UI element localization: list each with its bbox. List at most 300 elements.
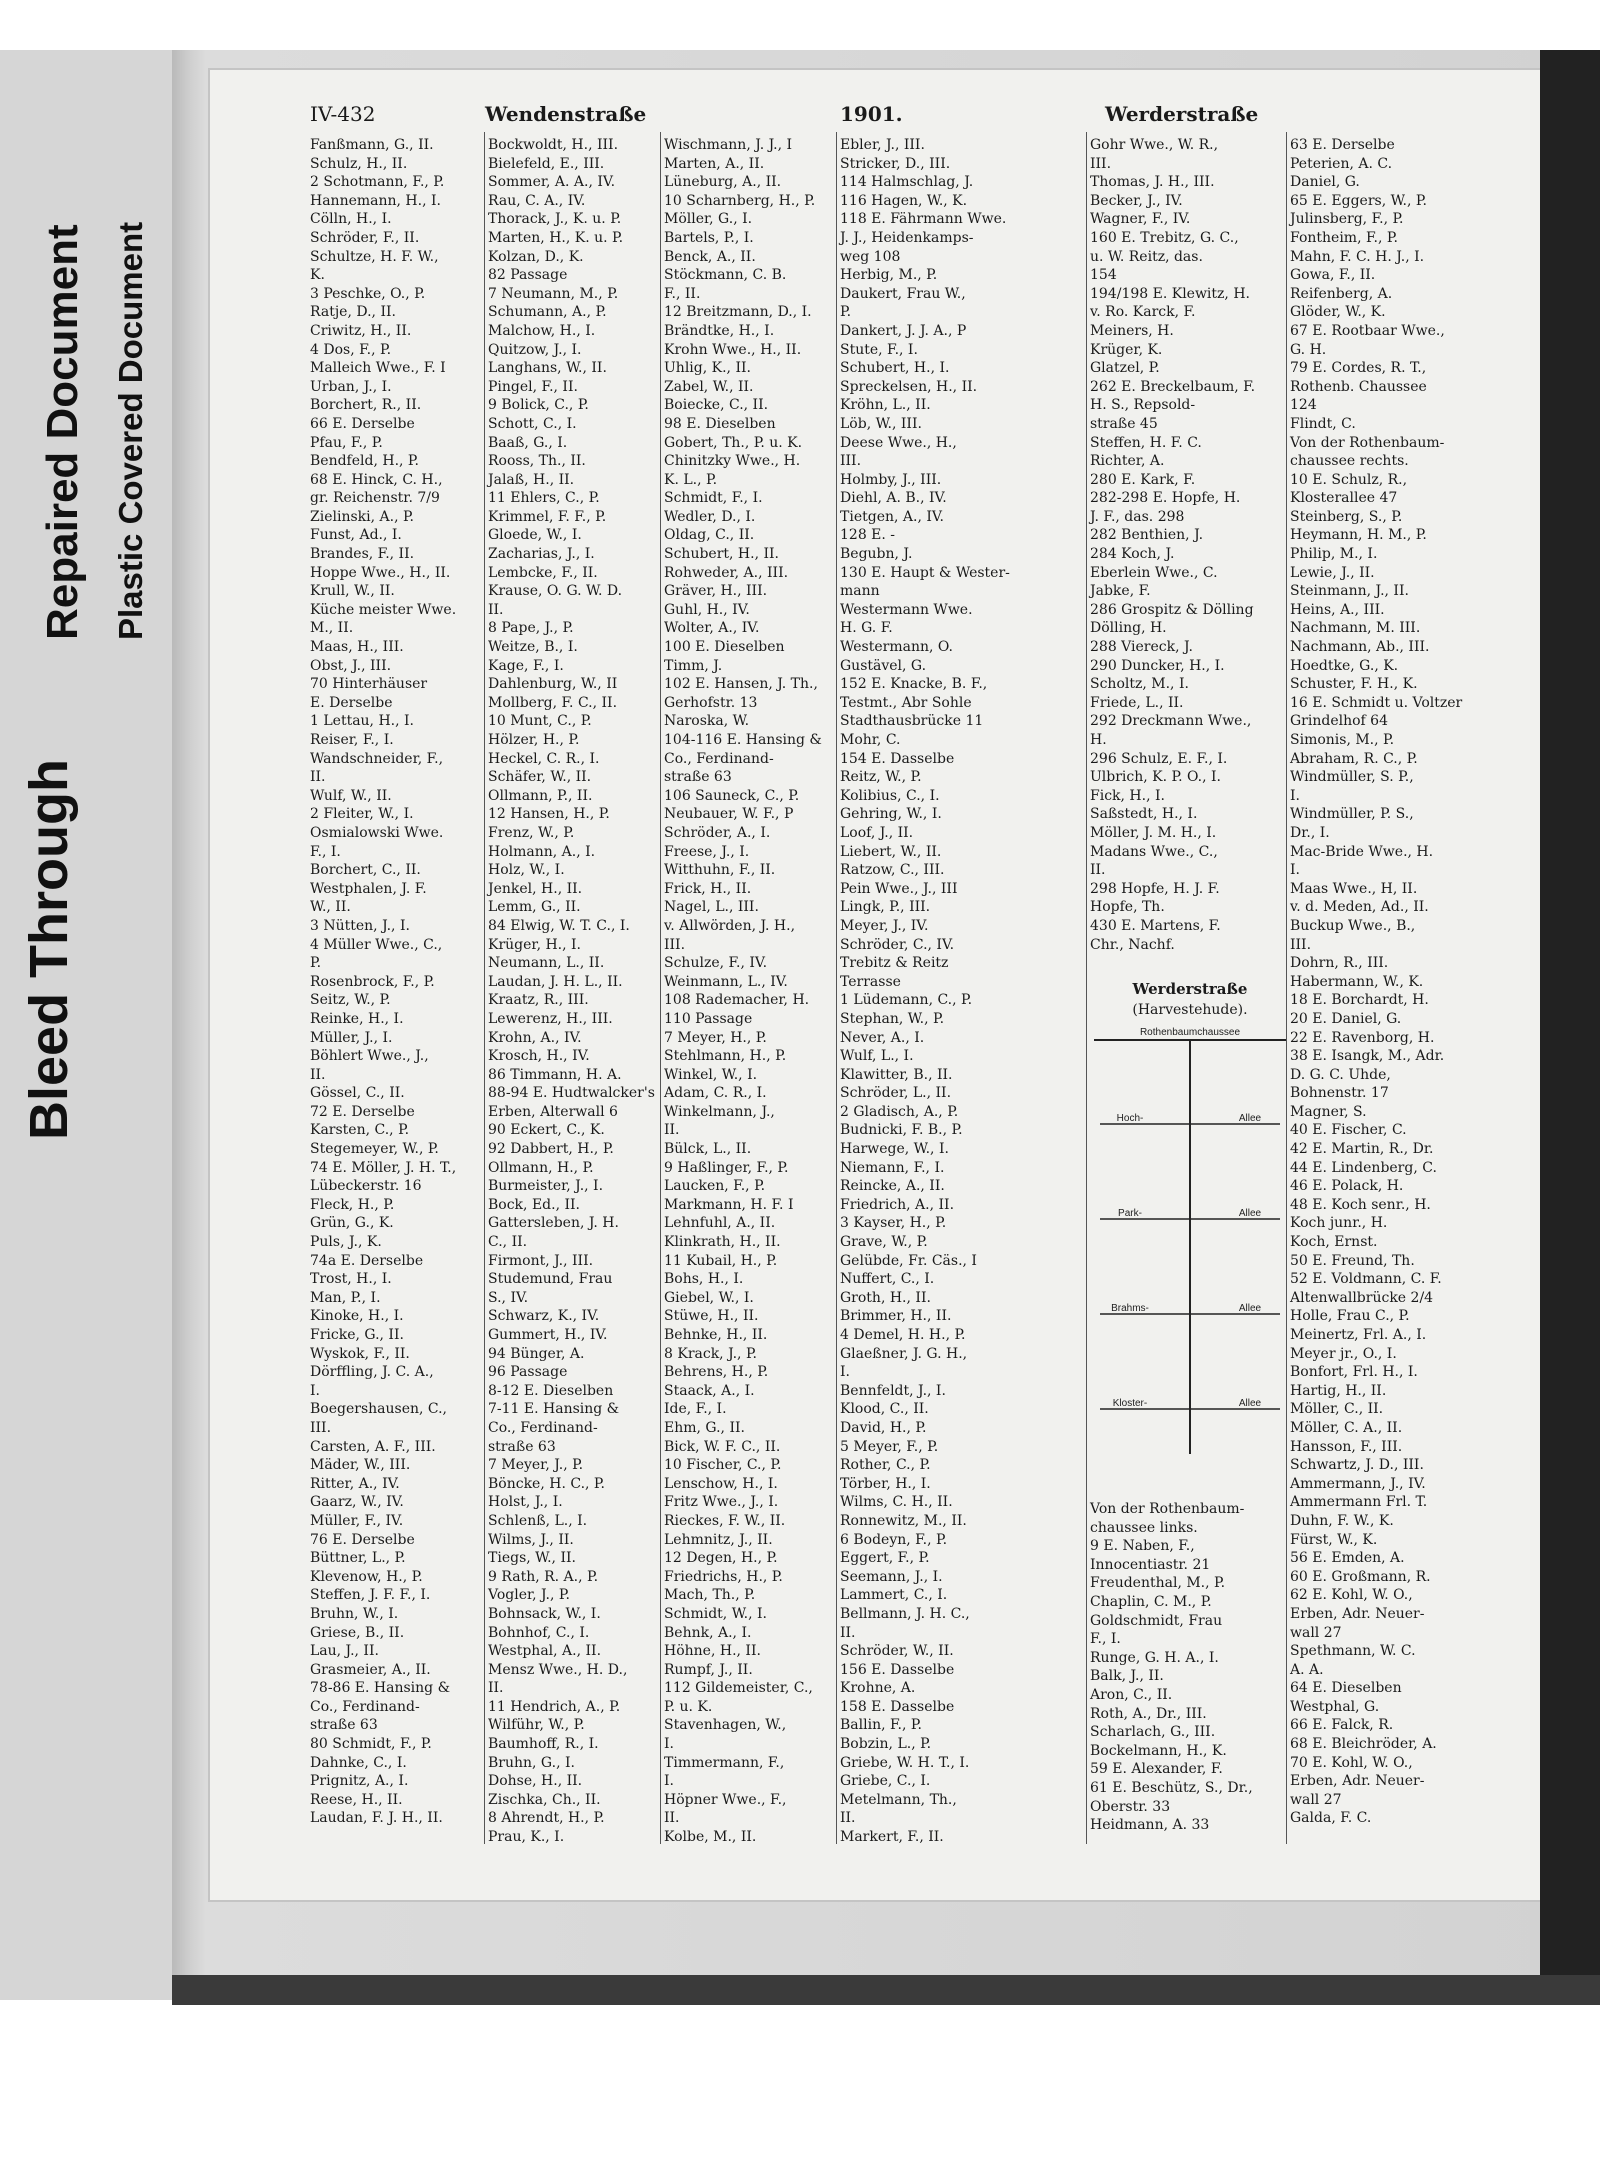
directory-entry: Gräver, H., III. bbox=[664, 583, 768, 600]
directory-entry: Ammermann Frl. T. bbox=[1290, 1494, 1428, 1511]
directory-entry: 68 E. Bleichröder, A. bbox=[1290, 1736, 1437, 1753]
directory-entry: 42 E. Martin, R., Dr. bbox=[1290, 1141, 1434, 1158]
directory-entry: Hoedtke, G., K. bbox=[1290, 657, 1399, 674]
directory-entry: Stute, F., I. bbox=[840, 341, 918, 358]
directory-entry: Saßstedt, H., I. bbox=[1090, 806, 1198, 823]
directory-entry: Brändtke, H., I. bbox=[664, 322, 775, 339]
directory-entry: 154 E. Dasselbe bbox=[840, 750, 955, 767]
map-subtitle: (Harvestehude). bbox=[1132, 1002, 1248, 1018]
directory-entry: Klawitter, B., II. bbox=[840, 1066, 953, 1083]
directory-entry: Hansson, F., III. bbox=[1290, 1438, 1403, 1455]
directory-entry: Schulze, F., IV. bbox=[664, 955, 768, 972]
directory-entry: 3 Peschke, O., P. bbox=[310, 285, 426, 302]
directory-entry: straße 63 bbox=[488, 1438, 556, 1455]
directory-entry: 66 E. Falck, R. bbox=[1290, 1717, 1394, 1734]
directory-entry: F., I. bbox=[310, 843, 341, 860]
directory-entry: Kinoke, H., I. bbox=[310, 1308, 404, 1325]
directory-entry: Thomas, J. H., III. bbox=[1090, 174, 1215, 191]
directory-entry: S., IV. bbox=[488, 1289, 529, 1306]
directory-entry: Neubauer, W. F., P bbox=[664, 806, 794, 823]
directory-entry: Dankert, J. J. A., P bbox=[840, 322, 967, 339]
directory-entry: Fricke, G., II. bbox=[310, 1327, 404, 1343]
directory-entry: Rosenbrock, F., P. bbox=[310, 973, 435, 990]
directory-entry: Rother, C., P. bbox=[840, 1457, 931, 1474]
directory-entry: Schröder, A., I. bbox=[664, 824, 771, 841]
directory-entry: Gaarz, W., IV. bbox=[310, 1494, 404, 1511]
directory-entry: 156 E. Dasselbe bbox=[840, 1661, 955, 1678]
directory-entry: I. bbox=[664, 1773, 674, 1790]
directory-entry: Schröder, L., II. bbox=[840, 1085, 952, 1102]
directory-entry: Abraham, R. C., P. bbox=[1290, 750, 1418, 767]
directory-entry: Wilführ, W., P. bbox=[488, 1717, 585, 1734]
directory-entry: Dohrn, R., III. bbox=[1290, 955, 1389, 972]
directory-entry: Fontheim, F., P. bbox=[1290, 229, 1398, 246]
directory-entry: 8 Pape, J., P. bbox=[488, 620, 574, 637]
directory-entry: Criwitz, H., II. bbox=[310, 322, 412, 339]
directory-entry: Lammert, C., I. bbox=[840, 1587, 948, 1604]
directory-entry: Weinmann, L., IV. bbox=[664, 973, 788, 990]
directory-entry: E. Derselbe bbox=[310, 694, 393, 711]
directory-entry: Glatzel, P. bbox=[1090, 360, 1160, 377]
directory-entry: Weitze, B., I. bbox=[488, 639, 578, 656]
directory-entry: Rumpf, J., II. bbox=[664, 1661, 753, 1678]
directory-entry: Giebel, W., I. bbox=[664, 1289, 754, 1306]
directory-entry: 152 E. Knacke, B. F., bbox=[840, 676, 988, 693]
directory-entry: Timm, J. bbox=[664, 657, 723, 674]
directory-entry: Timmermann, F., bbox=[664, 1754, 785, 1771]
directory-entry: 59 E. Alexander, F. bbox=[1090, 1761, 1223, 1778]
directory-entry: Wischmann, J. J., I bbox=[664, 137, 793, 153]
directory-entry: 80 Schmidt, F., P. bbox=[310, 1736, 432, 1753]
directory-entry: 4 Dos, F., P. bbox=[310, 341, 392, 358]
directory-entry: Glöder, W., K. bbox=[1290, 304, 1386, 321]
left-street-heading: Wendenstraße bbox=[485, 102, 647, 126]
directory-entry: Lenschow, H., I. bbox=[664, 1475, 778, 1492]
directory-entry: Wolter, A., IV. bbox=[664, 620, 760, 637]
directory-entry: H. S., Repsold- bbox=[1090, 397, 1196, 414]
directory-entry: Stavenhagen, W., bbox=[664, 1717, 787, 1734]
directory-entry: Holle, Frau C., P. bbox=[1290, 1308, 1410, 1325]
directory-entry: Laucken, F., P. bbox=[664, 1178, 766, 1195]
directory-entry: Glaeßner, J. G. H., bbox=[840, 1345, 968, 1362]
directory-entry: Behrens, H., P. bbox=[664, 1364, 769, 1381]
directory-entry: Jenkel, H., II. bbox=[488, 880, 583, 897]
directory-entry: Daukert, Frau W., bbox=[840, 285, 966, 302]
directory-entry: Quitzow, J., I. bbox=[488, 341, 582, 358]
directory-entry: Ollmann, P., II. bbox=[488, 787, 593, 804]
directory-entry: Bellmann, J. H. C., bbox=[840, 1605, 970, 1622]
directory-entry: Mohr, C. bbox=[840, 732, 901, 748]
directory-column-2 bbox=[488, 136, 670, 1846]
scan-bottom-edge bbox=[172, 1975, 1600, 2005]
directory-entry: Chaplin, C. M., P. bbox=[1090, 1593, 1212, 1610]
directory-entry: Sommer, A. A., IV. bbox=[488, 174, 616, 191]
directory-entry: Stöckmann, C. B. bbox=[664, 267, 787, 284]
directory-entry: 67 E. Rootbaar Wwe., bbox=[1290, 322, 1445, 339]
directory-entry: Tiegs, W., II. bbox=[488, 1550, 576, 1567]
directory-entry: 114 Halmschlag, J. bbox=[840, 174, 974, 191]
directory-entry: Adam, C. R., I. bbox=[664, 1085, 767, 1102]
directory-entry: chaussee rechts. bbox=[1290, 453, 1409, 470]
directory-entry: 298 Hopfe, H. J. F. bbox=[1090, 880, 1220, 897]
directory-entry: Thorack, J., K. u. P. bbox=[488, 211, 622, 228]
directory-entry: Schröder, C., IV. bbox=[840, 936, 955, 953]
directory-entry: Terrasse bbox=[840, 973, 901, 990]
directory-entry: Wandschneider, F., bbox=[310, 750, 444, 767]
directory-entry: Müller, J., I. bbox=[310, 1029, 393, 1046]
directory-entry: 98 E. Dieselben bbox=[664, 415, 776, 432]
directory-entry: Löb, W., III. bbox=[840, 415, 922, 432]
directory-entry: 116 Hagen, W., K. bbox=[840, 192, 968, 209]
directory-entry: Funst, Ad., I. bbox=[310, 527, 402, 544]
directory-entry: 194/198 E. Klewitz, H. bbox=[1090, 285, 1250, 302]
directory-entry: 79 E. Cordes, R. T., bbox=[1290, 360, 1427, 377]
directory-entry: Holmby, J., III. bbox=[840, 471, 942, 488]
directory-entry: Schlenß, L., I. bbox=[488, 1512, 588, 1529]
directory-column-6 bbox=[1290, 136, 1490, 1836]
directory-entry: Kolibius, C., I. bbox=[840, 787, 940, 804]
directory-entry: Grindelhof 64 bbox=[1290, 713, 1388, 730]
directory-entry: 2 Gladisch, A., P. bbox=[840, 1103, 959, 1120]
directory-entry: Kolzan, D., K. bbox=[488, 248, 584, 265]
directory-entry: Ollmann, H., P. bbox=[488, 1159, 594, 1176]
directory-entry: Bruhn, W., I. bbox=[310, 1605, 399, 1622]
directory-column-5 bbox=[1090, 136, 1290, 976]
directory-entry: Cölln, H., I. bbox=[310, 211, 392, 228]
directory-entry: Lehmnitz, J., II. bbox=[664, 1531, 773, 1548]
directory-entry: Holz, W., I. bbox=[488, 862, 565, 879]
directory-entry: Müller, F., IV. bbox=[310, 1512, 404, 1529]
directory-entry: 110 Passage bbox=[664, 1010, 753, 1027]
directory-entry: 1 Lettau, H., I. bbox=[310, 713, 414, 730]
directory-entry: Möller, C., II. bbox=[1290, 1401, 1384, 1418]
directory-entry: I. bbox=[310, 1382, 320, 1399]
directory-entry: Wulf, L., I. bbox=[840, 1048, 914, 1065]
directory-entry: Julinsberg, F., P. bbox=[1290, 211, 1404, 228]
directory-entry: 74 E. Möller, J. H. T., bbox=[310, 1159, 457, 1176]
directory-entry: straße 45 bbox=[1090, 415, 1158, 432]
directory-entry: Bartels, P., I. bbox=[664, 229, 754, 246]
directory-entry: Windmüller, P. S., bbox=[1290, 806, 1414, 823]
directory-entry: Krimmel, F. F., P. bbox=[488, 508, 607, 525]
directory-entry: Schubert, H., I. bbox=[840, 360, 950, 377]
directory-entry: Budnicki, F. B., P. bbox=[840, 1122, 963, 1139]
directory-entry: Scharlach, G., III. bbox=[1090, 1724, 1216, 1741]
directory-entry: Testmt., Abr Sohle bbox=[840, 694, 972, 711]
directory-entry: Holst, J., I. bbox=[488, 1494, 563, 1511]
directory-entry: Lau, J., II. bbox=[310, 1643, 379, 1660]
page-number: IV-432 bbox=[310, 102, 376, 126]
directory-entry: Boiecke, C., II. bbox=[664, 397, 769, 414]
directory-entry: 282-298 E. Hopfe, H. bbox=[1090, 490, 1241, 507]
map-cross-street-right-label: Allee bbox=[1238, 1398, 1262, 1409]
directory-entry: 88-94 E. Hudtwalcker's bbox=[488, 1085, 655, 1102]
directory-entry: Gustävel, G. bbox=[840, 657, 927, 674]
directory-entry: Gohr Wwe., W. R., bbox=[1090, 137, 1219, 153]
directory-entry: 8-12 E. Dieselben bbox=[488, 1382, 614, 1399]
directory-entry: Borchert, C., II. bbox=[310, 862, 421, 879]
directory-entry: 9 Bolick, C., P. bbox=[488, 397, 589, 414]
directory-entry: Koch, Ernst. bbox=[1290, 1234, 1378, 1251]
directory-entry: Grün, G., K. bbox=[310, 1215, 394, 1232]
directory-entry: Lewie, J., II. bbox=[1290, 564, 1375, 581]
directory-entry: Bobzin, L., P. bbox=[840, 1736, 932, 1753]
directory-entry: H. G. F. bbox=[840, 620, 893, 637]
directory-entry: III. bbox=[1290, 936, 1312, 953]
directory-entry: Wedler, D., I. bbox=[664, 508, 756, 525]
directory-entry: 9 E. Naben, F., bbox=[1090, 1538, 1195, 1555]
directory-entry: M., II. bbox=[310, 620, 354, 637]
directory-entry: Diehl, A. B., IV. bbox=[840, 490, 947, 507]
directory-entry: 102 E. Hansen, J. Th., bbox=[664, 676, 818, 693]
directory-entry: Baaß, G., I. bbox=[488, 434, 568, 451]
directory-entry: Wulf, W., II. bbox=[310, 787, 392, 804]
bleed-through-label: Bleed Through bbox=[19, 759, 79, 1140]
directory-entry: Krause, O. G. W. D. bbox=[488, 583, 623, 600]
directory-entry: Griese, B., II. bbox=[310, 1624, 405, 1641]
directory-entry: Reincke, A., II. bbox=[840, 1178, 945, 1195]
directory-entry: Ratzow, C., III. bbox=[840, 862, 945, 879]
directory-entry: Seitz, W., P. bbox=[310, 992, 391, 1009]
directory-entry: Ammermann, J., IV. bbox=[1290, 1475, 1426, 1492]
directory-entry: Daniel, G. bbox=[1290, 174, 1360, 191]
directory-entry: Pingel, F., II. bbox=[488, 378, 578, 395]
directory-entry: Gerhofstr. 13 bbox=[664, 694, 758, 711]
directory-entry: II. bbox=[488, 1680, 504, 1697]
directory-entry: Windmüller, S. P., bbox=[1290, 769, 1414, 786]
directory-entry: II. bbox=[1090, 862, 1106, 879]
directory-entry: Bockwoldt, H., III. bbox=[488, 137, 619, 153]
directory-entry: Friedrichs, H., P. bbox=[664, 1568, 783, 1585]
directory-entry: 128 E. - bbox=[840, 527, 896, 544]
directory-entry: Peterien, A. C. bbox=[1290, 155, 1393, 172]
directory-entry: Winkel, W., I. bbox=[664, 1066, 758, 1083]
directory-entry: 16 E. Schmidt u. Voltzer bbox=[1290, 694, 1463, 711]
directory-entry: Bielefeld, E., III. bbox=[488, 155, 605, 172]
directory-entry: Borchert, R., II. bbox=[310, 397, 422, 414]
directory-entry: Meyer jr., O., I. bbox=[1290, 1345, 1397, 1362]
directory-entry: v. d. Meden, Ad., II. bbox=[1290, 899, 1429, 916]
directory-entry: Habermann, W., K. bbox=[1290, 973, 1424, 990]
directory-entry: Altenwallbrücke 2/4 bbox=[1290, 1289, 1434, 1306]
directory-entry: chaussee links. bbox=[1090, 1519, 1198, 1536]
directory-entry: Wagner, F., IV. bbox=[1090, 211, 1191, 228]
directory-entry: Törber, H., I. bbox=[840, 1475, 931, 1492]
directory-entry: 4 Demel, H. H., P. bbox=[840, 1327, 966, 1343]
directory-entry: Rieckes, F. W., II. bbox=[664, 1512, 786, 1529]
directory-entry: Hopfe, Th. bbox=[1090, 899, 1165, 916]
directory-entry: 8 Ahrendt, H., P. bbox=[488, 1810, 605, 1827]
directory-entry: Eberlein Wwe., C. bbox=[1090, 564, 1218, 581]
directory-entry: Frenz, W., P. bbox=[488, 824, 575, 841]
directory-entry: Reese, H., II. bbox=[310, 1791, 403, 1808]
directory-entry: Becker, J., IV. bbox=[1090, 192, 1183, 209]
directory-entry: 18 E. Borchardt, H. bbox=[1290, 992, 1429, 1009]
directory-entry: 290 Duncker, H., I. bbox=[1090, 657, 1225, 674]
directory-entry: 22 E. Ravenborg, H. bbox=[1290, 1029, 1435, 1046]
directory-entry: weg 108 bbox=[840, 248, 901, 265]
directory-entry: Winkelmann, J., bbox=[664, 1103, 775, 1120]
directory-entry: Innocentiastr. 21 bbox=[1090, 1556, 1211, 1573]
directory-entry: 90 Eckert, C., K. bbox=[488, 1122, 605, 1139]
directory-entry: Kolbe, M., II. bbox=[664, 1829, 757, 1846]
directory-column-1 bbox=[310, 136, 492, 1836]
directory-entry: Brimmer, H., II. bbox=[840, 1308, 952, 1325]
directory-entry: Steinberg, S., P. bbox=[1290, 508, 1403, 525]
directory-entry: Heckel, C. R., I. bbox=[488, 750, 600, 767]
directory-entry: 3 Nütten, J., I. bbox=[310, 917, 410, 934]
directory-entry: Dahlenburg, W., II bbox=[488, 676, 618, 693]
directory-entry: 94 Bünger, A. bbox=[488, 1345, 585, 1362]
directory-entry: Erben, Alterwall 6 bbox=[488, 1103, 618, 1120]
directory-entry: J. J., Heidenkamps- bbox=[840, 229, 974, 246]
directory-entry: v. Ro. Karck, F. bbox=[1090, 304, 1196, 321]
directory-entry: Stephan, W., P. bbox=[840, 1010, 945, 1027]
directory-entry: G. H. bbox=[1290, 341, 1327, 358]
directory-entry: Wyskok, F., II. bbox=[310, 1345, 410, 1362]
directory-entry: Duhn, F. W., K. bbox=[1290, 1512, 1394, 1529]
directory-entry: 3 Kayser, H., P. bbox=[840, 1215, 947, 1232]
directory-entry: Fick, H., I. bbox=[1090, 787, 1165, 804]
directory-entry: K. bbox=[310, 267, 325, 284]
directory-entry: Lüneburg, A., II. bbox=[664, 174, 782, 191]
directory-entry: Gowa, F., II. bbox=[1290, 267, 1376, 284]
directory-entry: Maas Wwe., H, II. bbox=[1290, 880, 1418, 897]
directory-entry: 118 E. Fährmann Wwe. bbox=[840, 211, 1007, 228]
directory-entry: Schuster, F. H., K. bbox=[1290, 676, 1418, 693]
directory-entry: Schwartz, J. D., III. bbox=[1290, 1457, 1424, 1474]
directory-entry: Möller, C. A., II. bbox=[1290, 1419, 1403, 1436]
directory-entry: Fritz Wwe., J., I. bbox=[664, 1494, 779, 1511]
year-heading: 1901. bbox=[840, 102, 903, 126]
directory-entry: Richter, A. bbox=[1090, 453, 1165, 470]
directory-entry: Möller, J. M. H., I. bbox=[1090, 824, 1217, 841]
directory-entry: Erben, Adr. Neuer- bbox=[1290, 1605, 1425, 1622]
directory-entry: I. bbox=[1290, 862, 1300, 879]
directory-entry: Madans Wwe., C., bbox=[1090, 843, 1218, 860]
directory-entry: Fanßmann, G., II. bbox=[310, 137, 434, 153]
directory-entry: D. G. C. Uhde, bbox=[1290, 1066, 1391, 1083]
directory-entry: Meinertz, Frl. A., I. bbox=[1290, 1327, 1427, 1343]
plastic-covered-label: Plastic Covered Document bbox=[112, 221, 149, 640]
directory-entry: 286 Grospitz & Dölling bbox=[1090, 601, 1254, 618]
directory-entry: Stricker, D., III. bbox=[840, 155, 951, 172]
directory-entry: 1 Lüdemann, C., P. bbox=[840, 992, 973, 1009]
directory-entry: Lemm, G., II. bbox=[488, 899, 581, 916]
directory-entry: Friede, L., II. bbox=[1090, 694, 1184, 711]
directory-entry: Friedrich, A., II. bbox=[840, 1196, 955, 1213]
directory-entry: Begubn, J. bbox=[840, 546, 913, 563]
directory-entry: Seemann, J., I. bbox=[840, 1568, 943, 1585]
directory-entry: Schott, C., I. bbox=[488, 415, 577, 432]
directory-entry: Jabke, F. bbox=[1090, 583, 1151, 600]
directory-entry: 2 Fleiter, W., I. bbox=[310, 806, 414, 823]
directory-entry: Mensz Wwe., H. D., bbox=[488, 1661, 628, 1678]
directory-entry: Bennfeldt, J., I. bbox=[840, 1382, 946, 1399]
directory-entry: Gössel, C., II. bbox=[310, 1085, 405, 1102]
directory-entry: Lübeckerstr. 16 bbox=[310, 1178, 422, 1195]
directory-entry: Groth, H., II. bbox=[840, 1289, 931, 1306]
directory-entry: Kröhn, L., II. bbox=[840, 397, 931, 414]
directory-entry: 12 Degen, H., P. bbox=[664, 1550, 778, 1567]
directory-entry: Rohweder, A., III. bbox=[664, 564, 789, 581]
map-cross-street-right-label: Allee bbox=[1238, 1208, 1262, 1219]
directory-entry: Tietgen, A., IV. bbox=[840, 508, 944, 525]
directory-entry: P. bbox=[840, 304, 852, 321]
directory-entry: mann bbox=[840, 583, 880, 600]
directory-entry: 56 E. Emden, A. bbox=[1290, 1550, 1405, 1567]
directory-entry: Co., Ferdinand- bbox=[488, 1419, 598, 1436]
directory-entry: 20 E. Daniel, G. bbox=[1290, 1010, 1402, 1027]
map-drawing bbox=[1090, 1024, 1290, 1494]
directory-entry: Markert, F., II. bbox=[840, 1829, 944, 1846]
directory-entry: Bohs, H., I. bbox=[664, 1271, 744, 1288]
directory-entry: David, H., P. bbox=[840, 1419, 927, 1436]
directory-entry: Trost, H., I. bbox=[310, 1271, 392, 1288]
directory-entry: P. bbox=[310, 955, 322, 972]
directory-entry: Dölling, H. bbox=[1090, 620, 1167, 637]
directory-entry: Spethmann, W. C. bbox=[1290, 1643, 1416, 1660]
directory-entry: Malchow, H., I. bbox=[488, 322, 596, 339]
directory-entry: Steffen, J. F. F., I. bbox=[310, 1587, 431, 1604]
directory-entry: Maas, H., III. bbox=[310, 639, 404, 656]
directory-entry: Ritter, A., IV. bbox=[310, 1475, 400, 1492]
directory-entry: Bick, W. F. C., II. bbox=[664, 1438, 781, 1455]
directory-entry: Erben, Adr. Neuer- bbox=[1290, 1773, 1425, 1790]
directory-entry: Simonis, M., P. bbox=[1290, 732, 1395, 748]
directory-entry: II. bbox=[840, 1810, 856, 1827]
side-label-strip bbox=[0, 50, 172, 2000]
directory-entry: 282 Benthien, J. bbox=[1090, 527, 1204, 544]
directory-entry: Fleck, H., P. bbox=[310, 1196, 395, 1213]
directory-entry: Pfau, F., P. bbox=[310, 434, 383, 451]
directory-entry: Klood, C., II. bbox=[840, 1401, 929, 1418]
directory-entry: W., II. bbox=[310, 899, 351, 916]
directory-entry: 70 Hinterhäuser bbox=[310, 676, 428, 693]
directory-entry: Malleich Wwe., F. I bbox=[310, 360, 446, 377]
directory-entry: F., I. bbox=[1090, 1631, 1121, 1648]
directory-entry: Reifenberg, A. bbox=[1290, 285, 1393, 302]
directory-entry: Krüger, H., I. bbox=[488, 936, 582, 953]
directory-entry: 78-86 E. Hansing & bbox=[310, 1680, 451, 1697]
directory-entry: Hartig, H., II. bbox=[1290, 1382, 1387, 1399]
directory-entry: Steffen, H. F. C. bbox=[1090, 434, 1202, 451]
directory-entry: Langhans, W., II. bbox=[488, 360, 607, 377]
directory-entry: Benck, A., II. bbox=[664, 248, 756, 265]
directory-entry: I. bbox=[664, 1736, 674, 1753]
directory-entry: Philip, M., I. bbox=[1290, 546, 1378, 563]
directory-entry: Freese, J., I. bbox=[664, 843, 750, 860]
directory-entry: 158 E. Dasselbe bbox=[840, 1698, 955, 1715]
directory-entry: 12 Hansen, H., P. bbox=[488, 806, 610, 823]
directory-entry: 74a E. Derselbe bbox=[310, 1252, 424, 1269]
directory-entry: Meiners, H. bbox=[1090, 322, 1174, 339]
map-cross-street-left-label: Park- bbox=[1118, 1208, 1142, 1219]
directory-entry: 10 E. Schulz, R., bbox=[1290, 471, 1408, 488]
directory-entry: Westphal, A., II. bbox=[488, 1643, 602, 1660]
directory-entry: Dohse, H., II. bbox=[488, 1773, 583, 1790]
directory-entry: 65 E. Eggers, W., P. bbox=[1290, 192, 1427, 209]
directory-entry: 296 Schulz, E. F., I. bbox=[1090, 750, 1228, 767]
directory-entry: 66 E. Derselbe bbox=[310, 415, 415, 432]
right-street-heading: Werderstraße bbox=[1105, 102, 1259, 126]
directory-entry: Laudan, J. H. L., II. bbox=[488, 973, 623, 990]
directory-entry: Trebitz & Reitz bbox=[840, 955, 949, 972]
map-cross-street-left-label: Brahms- bbox=[1111, 1303, 1149, 1314]
map-cross-street-right-label: Allee bbox=[1238, 1113, 1262, 1124]
directory-entry: Reitz, W., P. bbox=[840, 769, 922, 786]
directory-entry: Ulbrich, K. P. O., I. bbox=[1090, 769, 1221, 786]
